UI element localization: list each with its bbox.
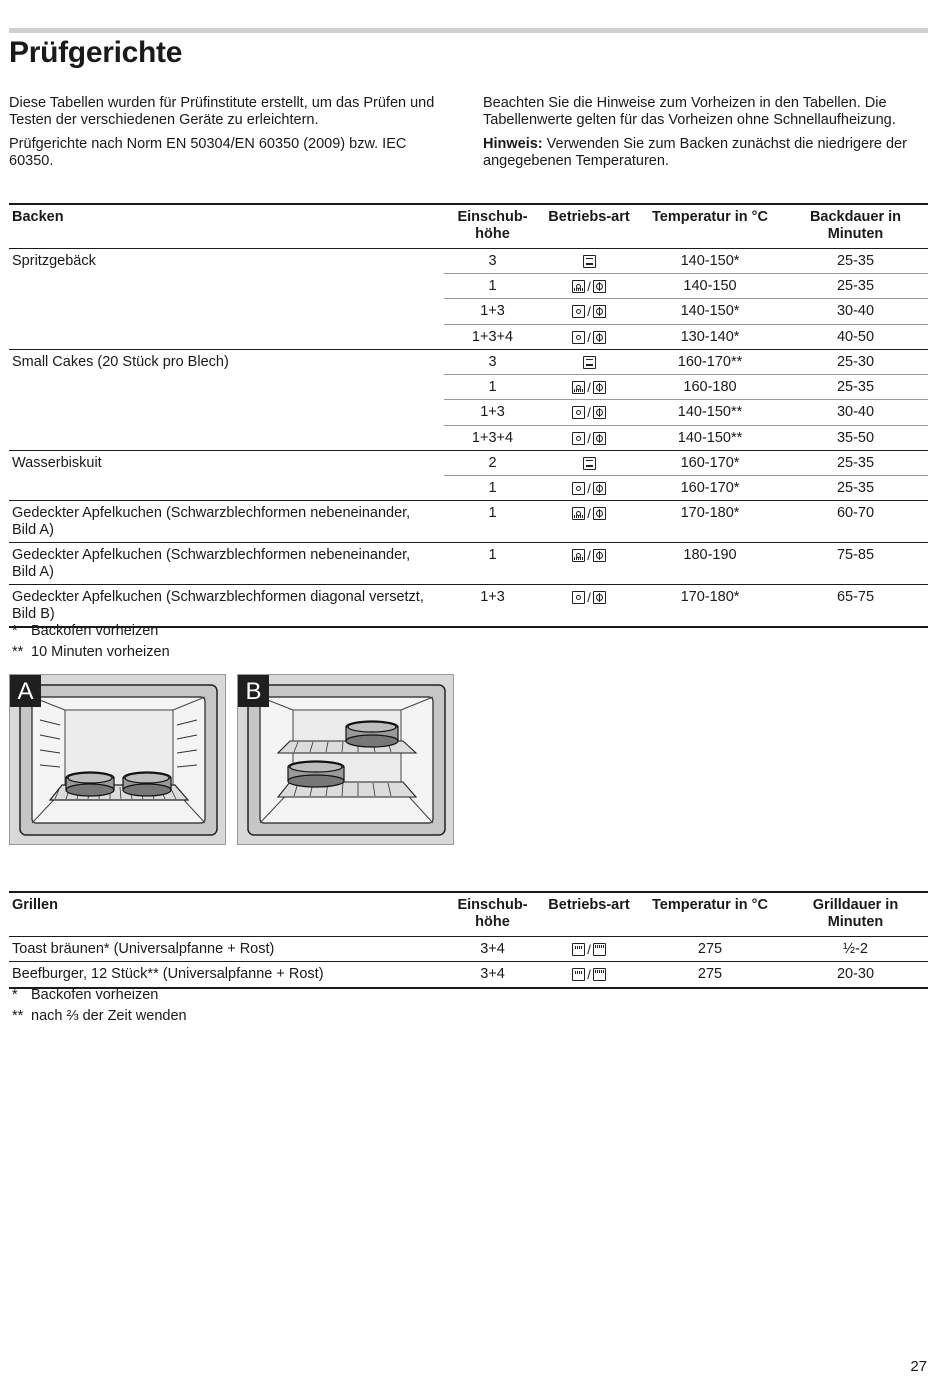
level-cell: 1	[444, 475, 541, 500]
level-cell: 1+3	[444, 400, 541, 425]
oven-two-pans-diagonal-image	[238, 675, 454, 845]
mode-cell	[541, 450, 637, 475]
table-row	[9, 450, 928, 475]
table-row	[9, 400, 928, 425]
mode-cell	[541, 400, 637, 425]
table-row	[9, 501, 928, 543]
header-mode: Betriebs-art	[541, 204, 637, 249]
mode-cell	[541, 324, 637, 349]
footnote-text: Backofen vorheizen	[31, 987, 159, 1003]
hot-air-eco-icon: /	[572, 547, 606, 564]
mode-cell	[541, 501, 637, 543]
hot-air-eco-icon: /	[572, 379, 606, 396]
dish-cell: Spritzgebäck	[12, 253, 96, 269]
time-cell: 30-40	[783, 299, 928, 324]
temp-cell: 160-170*	[637, 475, 783, 500]
mode-cell	[541, 425, 637, 450]
hot-air-eco-icon: /	[572, 278, 606, 295]
dish-cell: Gedeckter Apfelkuchen (Schwarzblechformen diagonal versetzt, Bild B)	[9, 585, 444, 628]
table-row	[9, 543, 928, 585]
dish-cell	[9, 425, 444, 450]
footnote-text: nach ⅔ der Zeit wenden	[31, 1008, 187, 1024]
level-cell: 1+3+4	[444, 425, 541, 450]
figure-label-b: B	[238, 675, 269, 707]
level-cell: 1	[444, 374, 541, 399]
temp-cell: 160-170**	[637, 349, 783, 374]
table-row	[9, 374, 928, 399]
temp-cell: 160-180	[637, 374, 783, 399]
level-cell: 1	[444, 274, 541, 299]
dish-cell: Beefburger, 12 Stück** (Universalpfanne + Rost)	[9, 962, 444, 988]
time-cell: 25-35	[783, 374, 928, 399]
table-header-row	[9, 204, 928, 249]
hot-air-3d-icon: /	[572, 589, 606, 606]
mode-cell	[541, 274, 637, 299]
mode-cell	[541, 374, 637, 399]
dish-cell	[9, 374, 444, 399]
temp-cell: 140-150**	[637, 425, 783, 450]
mode-cell	[541, 585, 637, 628]
mode-cell	[541, 349, 637, 374]
hot-air-3d-icon: /	[572, 480, 606, 497]
mode-cell	[541, 543, 637, 585]
dish-cell	[9, 400, 444, 425]
grill-icon: /	[572, 966, 606, 983]
hot-air-3d-icon: /	[572, 303, 606, 320]
oven-two-pans-side-by-side-image	[10, 675, 226, 845]
table-row	[9, 324, 928, 349]
baking-footnotes	[12, 621, 170, 663]
table-header-row	[9, 892, 928, 937]
figure-label-a: A	[10, 675, 41, 707]
mode-cell	[541, 299, 637, 324]
header-time: Grilldauer in Minuten	[783, 892, 928, 937]
time-cell: 25-30	[783, 349, 928, 374]
footnote-mark: *	[12, 623, 18, 639]
grilling-table	[9, 891, 928, 989]
temp-cell: 140-150*	[637, 299, 783, 324]
time-cell: ½-2	[843, 941, 868, 957]
header-temp: Temperatur in °C	[637, 892, 783, 937]
dish-cell	[9, 299, 444, 324]
table-row	[9, 937, 928, 962]
intro-paragraph: Beachten Sie die Hinweise zum Vorheizen in den Tabellen. Die Tabellenwerte gelten für das Vorheizen ohne Schnellaufheizung.	[483, 95, 896, 128]
dish-cell: Gedeckter Apfelkuchen (Schwarzblechformen nebeneinander, Bild A)	[9, 501, 444, 543]
footnote-mark: *	[12, 987, 18, 1003]
level-cell: 1	[444, 543, 541, 585]
top-rule	[9, 28, 928, 33]
temp-cell: 140-150	[637, 274, 783, 299]
baking-table	[9, 203, 928, 628]
footnote-text: 10 Minuten vorheizen	[31, 644, 170, 660]
grill-icon: /	[572, 941, 606, 958]
level-cell: 3+4	[480, 941, 505, 957]
time-cell: 25-35	[783, 274, 928, 299]
temp-cell: 275	[697, 941, 723, 957]
header-dish: Grillen	[9, 892, 444, 937]
temp-cell: 160-170*	[637, 450, 783, 475]
footnote	[12, 1006, 187, 1027]
page-title: Prüfgerichte	[9, 36, 183, 69]
footnote	[12, 642, 170, 663]
dish-cell	[9, 324, 444, 349]
footnote	[12, 621, 170, 642]
mode-cell	[541, 475, 637, 500]
dish-cell	[9, 274, 444, 299]
table-row	[9, 274, 928, 299]
temp-cell: 275	[637, 962, 783, 988]
figure-b	[237, 674, 454, 845]
intro-paragraph: Prüfgerichte nach Norm EN 50304/EN 60350 (2009) bzw. IEC 60350.	[9, 136, 407, 169]
temp-cell: 140-150**	[637, 400, 783, 425]
footnote	[12, 985, 187, 1006]
level-cell: 1+3	[444, 585, 541, 628]
level-cell: 3+4	[444, 962, 541, 988]
temp-cell: 140-150*	[680, 253, 740, 269]
intro-paragraph: Diese Tabellen wurden für Prüfinstitute erstellt, um das Prüfen und Testen der verschiedenen Geräte zu erleichtern.	[9, 95, 435, 128]
header-time: Backdauer in Minuten	[783, 204, 928, 249]
time-cell: 25-35	[783, 475, 928, 500]
temp-cell: 170-180*	[637, 501, 783, 543]
table-row	[9, 962, 928, 988]
table-row	[9, 249, 928, 274]
header-level: Einschub-höhe	[444, 204, 541, 249]
dish-cell: Toast bräunen* (Universalpfanne + Rost)	[12, 941, 275, 957]
intro-left	[9, 95, 454, 177]
header-mode: Betriebs-art	[541, 892, 637, 937]
time-cell: 65-75	[783, 585, 928, 628]
time-cell: 30-40	[783, 400, 928, 425]
level-cell: 1	[444, 501, 541, 543]
top-bottom-heat-icon	[583, 457, 596, 470]
level-cell: 3	[444, 349, 541, 374]
mode-cell	[541, 962, 637, 988]
table-row	[9, 475, 928, 500]
top-bottom-heat-icon	[583, 356, 596, 369]
mode-cell	[541, 937, 637, 962]
dish-cell: Gedeckter Apfelkuchen (Schwarzblechformen nebeneinander, Bild A)	[9, 543, 444, 585]
header-dish: Backen	[9, 204, 444, 249]
footnote-mark: **	[12, 644, 24, 660]
table-row	[9, 349, 928, 374]
hint-text: Verwenden Sie zum Backen zunächst die niedrigere der angegebenen Temperaturen.	[483, 136, 907, 169]
dish-cell: Small Cakes (20 Stück pro Blech)	[9, 349, 444, 374]
figure-a	[9, 674, 226, 845]
hot-air-eco-icon: /	[572, 505, 606, 522]
level-cell: 3	[488, 253, 497, 269]
table-row	[9, 425, 928, 450]
time-cell: 20-30	[783, 962, 928, 988]
time-cell: 75-85	[783, 543, 928, 585]
hot-air-3d-icon: /	[572, 404, 606, 421]
header-level: Einschub-höhe	[444, 892, 541, 937]
footnote-text: Backofen vorheizen	[31, 623, 159, 639]
header-temp: Temperatur in °C	[637, 204, 783, 249]
level-cell: 1+3	[444, 299, 541, 324]
footnote-mark: **	[12, 1008, 24, 1024]
time-cell: 40-50	[783, 324, 928, 349]
hint-paragraph	[483, 136, 923, 170]
time-cell: 60-70	[783, 501, 928, 543]
time-cell: 25-35	[836, 253, 875, 269]
temp-cell: 130-140*	[637, 324, 783, 349]
level-cell: 2	[444, 450, 541, 475]
mode-cell	[541, 249, 637, 274]
grilling-footnotes	[12, 985, 187, 1027]
hot-air-3d-icon: /	[572, 329, 606, 346]
dish-cell	[9, 475, 444, 500]
temp-cell: 180-190	[637, 543, 783, 585]
dish-cell: Wasserbiskuit	[9, 450, 444, 475]
hot-air-3d-icon: /	[572, 430, 606, 447]
table-row	[9, 299, 928, 324]
time-cell: 25-35	[783, 450, 928, 475]
intro-right	[483, 95, 923, 177]
page-number: 27	[910, 1358, 927, 1375]
temp-cell: 170-180*	[637, 585, 783, 628]
hint-label: Hinweis:	[483, 136, 543, 152]
level-cell: 1+3+4	[444, 324, 541, 349]
top-bottom-heat-icon	[583, 255, 596, 268]
time-cell: 35-50	[783, 425, 928, 450]
